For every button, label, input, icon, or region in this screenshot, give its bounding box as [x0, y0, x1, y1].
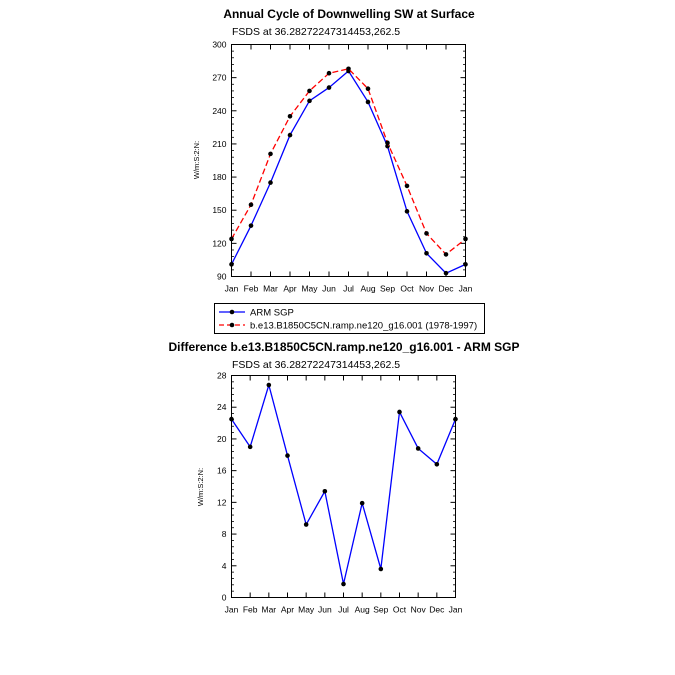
x-tick-label: Mar	[261, 604, 277, 615]
data-point	[397, 410, 402, 415]
x-tick-label: May	[298, 604, 315, 615]
data-point	[288, 114, 293, 119]
legend-swatch-marker	[230, 310, 235, 315]
data-point	[444, 271, 449, 276]
plot-frame	[232, 45, 466, 277]
x-tick-label: Apr	[283, 283, 297, 294]
data-point	[416, 446, 421, 451]
x-tick-label: Aug	[360, 283, 376, 294]
y-axis-label: W/m:S:2:N:	[196, 467, 205, 507]
tick-labels	[212, 40, 472, 294]
data-point	[346, 67, 351, 72]
data-point	[366, 86, 371, 91]
x-tick-label: Jan	[224, 283, 239, 294]
x-tick-label: Apr	[280, 604, 295, 615]
data-point	[307, 99, 312, 104]
data-point	[379, 567, 384, 572]
x-tick-label: Mar	[263, 283, 278, 294]
x-tick-label: Feb	[243, 283, 259, 294]
y-tick-label: 210	[212, 138, 227, 149]
x-tick-label: Jul	[338, 604, 349, 615]
data-point	[304, 522, 309, 527]
x-tick-label: Aug	[354, 604, 370, 615]
legend-label: ARM SGP	[250, 307, 294, 319]
y-tick-label: 120	[212, 238, 227, 249]
panel-annual-cycle	[192, 7, 475, 294]
series-lines	[229, 383, 458, 587]
data-point	[360, 501, 365, 506]
data-point	[267, 383, 272, 388]
y-tick-label: 240	[212, 105, 227, 116]
data-point	[366, 100, 371, 105]
y-axis-label: W/m:S:2:N:	[192, 140, 201, 180]
x-tick-label: Jan	[458, 283, 473, 294]
data-point	[249, 223, 254, 228]
y-tick-label: 12	[217, 497, 227, 508]
data-point	[327, 71, 332, 76]
data-point	[268, 152, 273, 157]
panel-difference	[168, 340, 519, 615]
y-tick-label: 24	[217, 402, 227, 413]
data-point	[435, 462, 440, 467]
data-point	[327, 85, 332, 90]
axes	[232, 45, 466, 277]
x-tick-label: Nov	[418, 283, 435, 294]
x-tick-label: Dec	[429, 604, 445, 615]
data-point	[249, 202, 254, 207]
data-point	[385, 141, 390, 146]
chart-subtitle: FSDS at 36.28272247314453,262.5	[232, 359, 401, 371]
y-tick-label: 8	[221, 529, 227, 540]
x-tick-label: Sep	[379, 283, 396, 294]
legend-swatch-marker	[230, 323, 235, 328]
series-lines	[229, 67, 468, 276]
tick-labels	[217, 371, 463, 615]
chart-subtitle: FSDS at 36.28272247314453,262.5	[232, 26, 401, 38]
x-tick-label: Sep	[373, 604, 389, 615]
x-tick-label: Dec	[438, 283, 454, 294]
series-line-0	[232, 71, 466, 273]
y-tick-label: 16	[217, 465, 227, 476]
series-line-1	[232, 69, 466, 255]
legend-entry-model	[219, 321, 477, 332]
data-point	[424, 251, 429, 256]
data-point	[288, 133, 293, 138]
x-tick-label: Nov	[410, 604, 426, 615]
y-tick-label: 300	[212, 39, 227, 50]
data-point	[341, 582, 346, 587]
x-tick-label: Feb	[242, 604, 258, 615]
data-point	[405, 209, 410, 214]
series-line-0	[232, 385, 456, 584]
data-point	[424, 231, 429, 236]
y-tick-label: 28	[217, 370, 227, 381]
x-tick-label: Jan	[448, 604, 463, 615]
x-tick-label: May	[301, 283, 318, 294]
y-tick-label: 4	[221, 560, 227, 571]
y-tick-label: 0	[221, 592, 227, 603]
data-point	[323, 489, 328, 494]
x-tick-label: Jun	[317, 604, 332, 615]
legend-label: b.e13.B1850C5CN.ramp.ne120_g16.001 (1978-1997)	[250, 320, 478, 332]
y-tick-label: 20	[217, 433, 227, 444]
data-point	[307, 89, 312, 94]
y-tick-label: 90	[217, 271, 227, 282]
x-tick-label: Oct	[400, 283, 414, 294]
x-tick-label: Jun	[322, 283, 336, 294]
axes	[232, 376, 456, 598]
legend	[215, 304, 485, 334]
chart-title: Difference b.e13.B1850C5CN.ramp.ne120_g16.001 - ARM SGP	[168, 340, 520, 354]
y-tick-label: 150	[212, 205, 227, 216]
y-tick-label: 180	[212, 172, 227, 183]
data-point	[268, 180, 273, 185]
data-point	[444, 252, 449, 257]
x-tick-label: Oct	[392, 604, 407, 615]
x-tick-label: Jul	[343, 283, 354, 294]
chart-title: Annual Cycle of Downwelling SW at Surface	[223, 7, 475, 21]
x-tick-label: Jan	[224, 604, 239, 615]
y-tick-label: 270	[212, 72, 227, 83]
data-point	[405, 184, 410, 189]
data-point	[285, 453, 290, 458]
data-point	[248, 445, 253, 450]
plot-frame	[232, 376, 456, 598]
